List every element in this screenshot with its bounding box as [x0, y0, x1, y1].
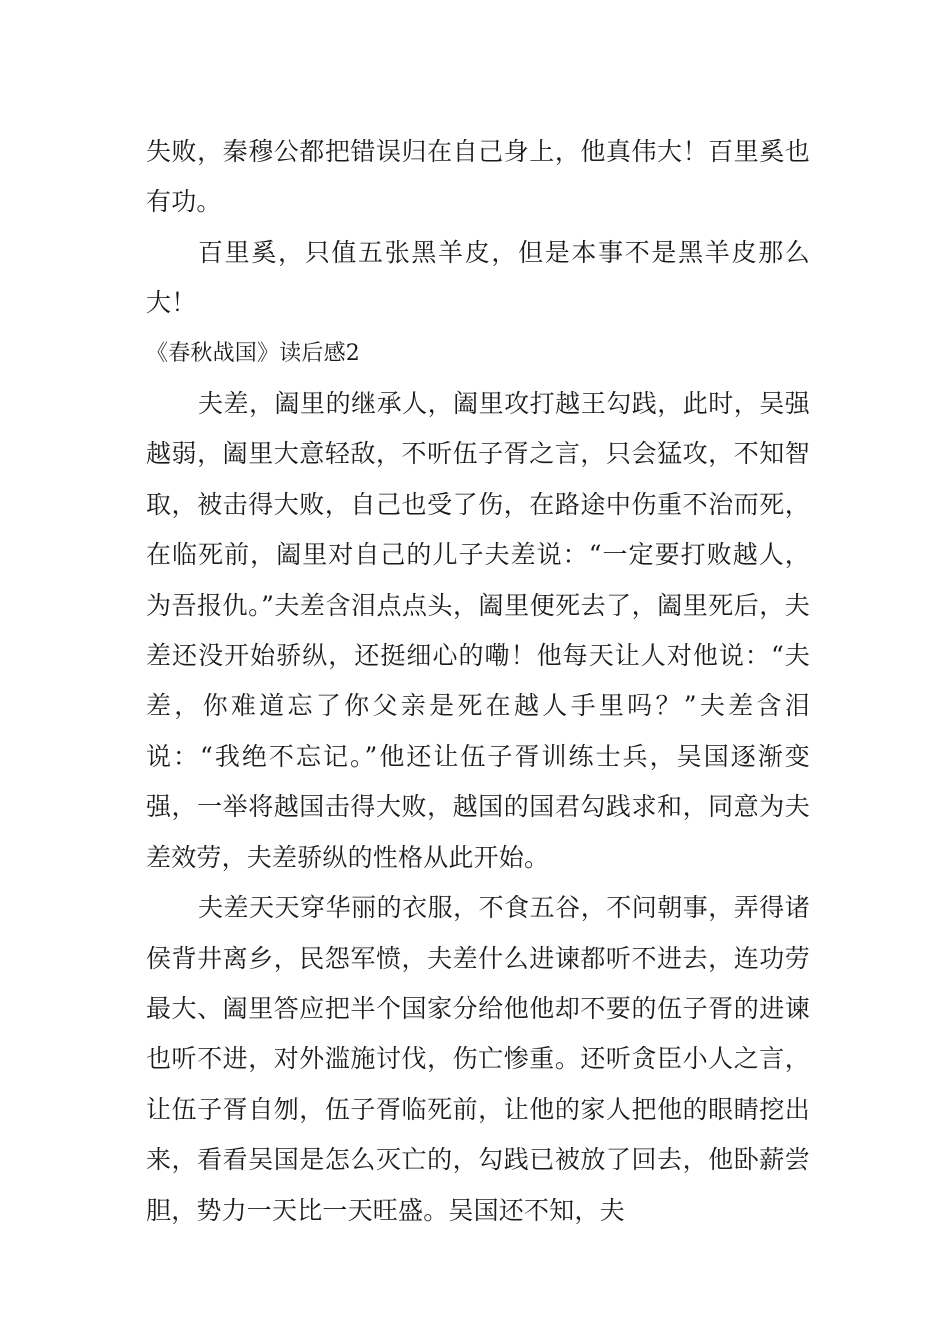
paragraph-fuchai-2: 夫差天天穿华丽的衣服，不食五谷，不问朝事，弄得诸侯背井离乡，民怨军愤，夫差什么进谏都听不进去，连功劳最大、阖里答应把半个国家分给他他却不要的伍子胥的进谏也听不进，对外滥施讨伐，伤亡惨重。还听贪臣小人之言，让伍子胥自刎，伍子胥临死前，让他的家人把他的眼睛挖出来，看看吴国是怎么灭亡的，勾践已被放了回去，他卧薪尝胆，势力一天比一天旺盛。吴国还不知，夫	[146, 893, 810, 1225]
section-heading: 《春秋战国》读后感2	[146, 340, 360, 366]
paragraph-continuation: 失败，秦穆公都把错误归在自己身上，他真伟大！百里奚也有功。	[146, 137, 810, 217]
document-body	[146, 127, 810, 1236]
paragraph-baili-xi: 百里奚，只值五张黑羊皮，但是本事不是黑羊皮那么大！	[146, 237, 810, 318]
paragraph-fuchai-1: 夫差，阖里的继承人，阖里攻打越王勾践，此时，吴强越弱，阖里大意轻敌，不听伍子胥之言，只会猛攻，不知智取，被击得大败，自己也受了伤，在路途中伤重不治而死，在临死前，阖里对自己的儿子夫差说：“一定要打败越人，为吾报仇。”夫差含泪点点头，阖里便死去了，阖里死后，夫差还没开始骄纵，还挺细心的嘞！他每天让人对他说：“夫差，你难道忘了你父亲是死在越人手里吗？”夫差含泪说：“我绝不忘记。”他还让伍子胥训练士兵，吴国逐渐变强，一举将越国击得大败，越国的国君勾践求和，同意为夫差效劳，夫差骄纵的性格从此开始。	[146, 389, 810, 872]
